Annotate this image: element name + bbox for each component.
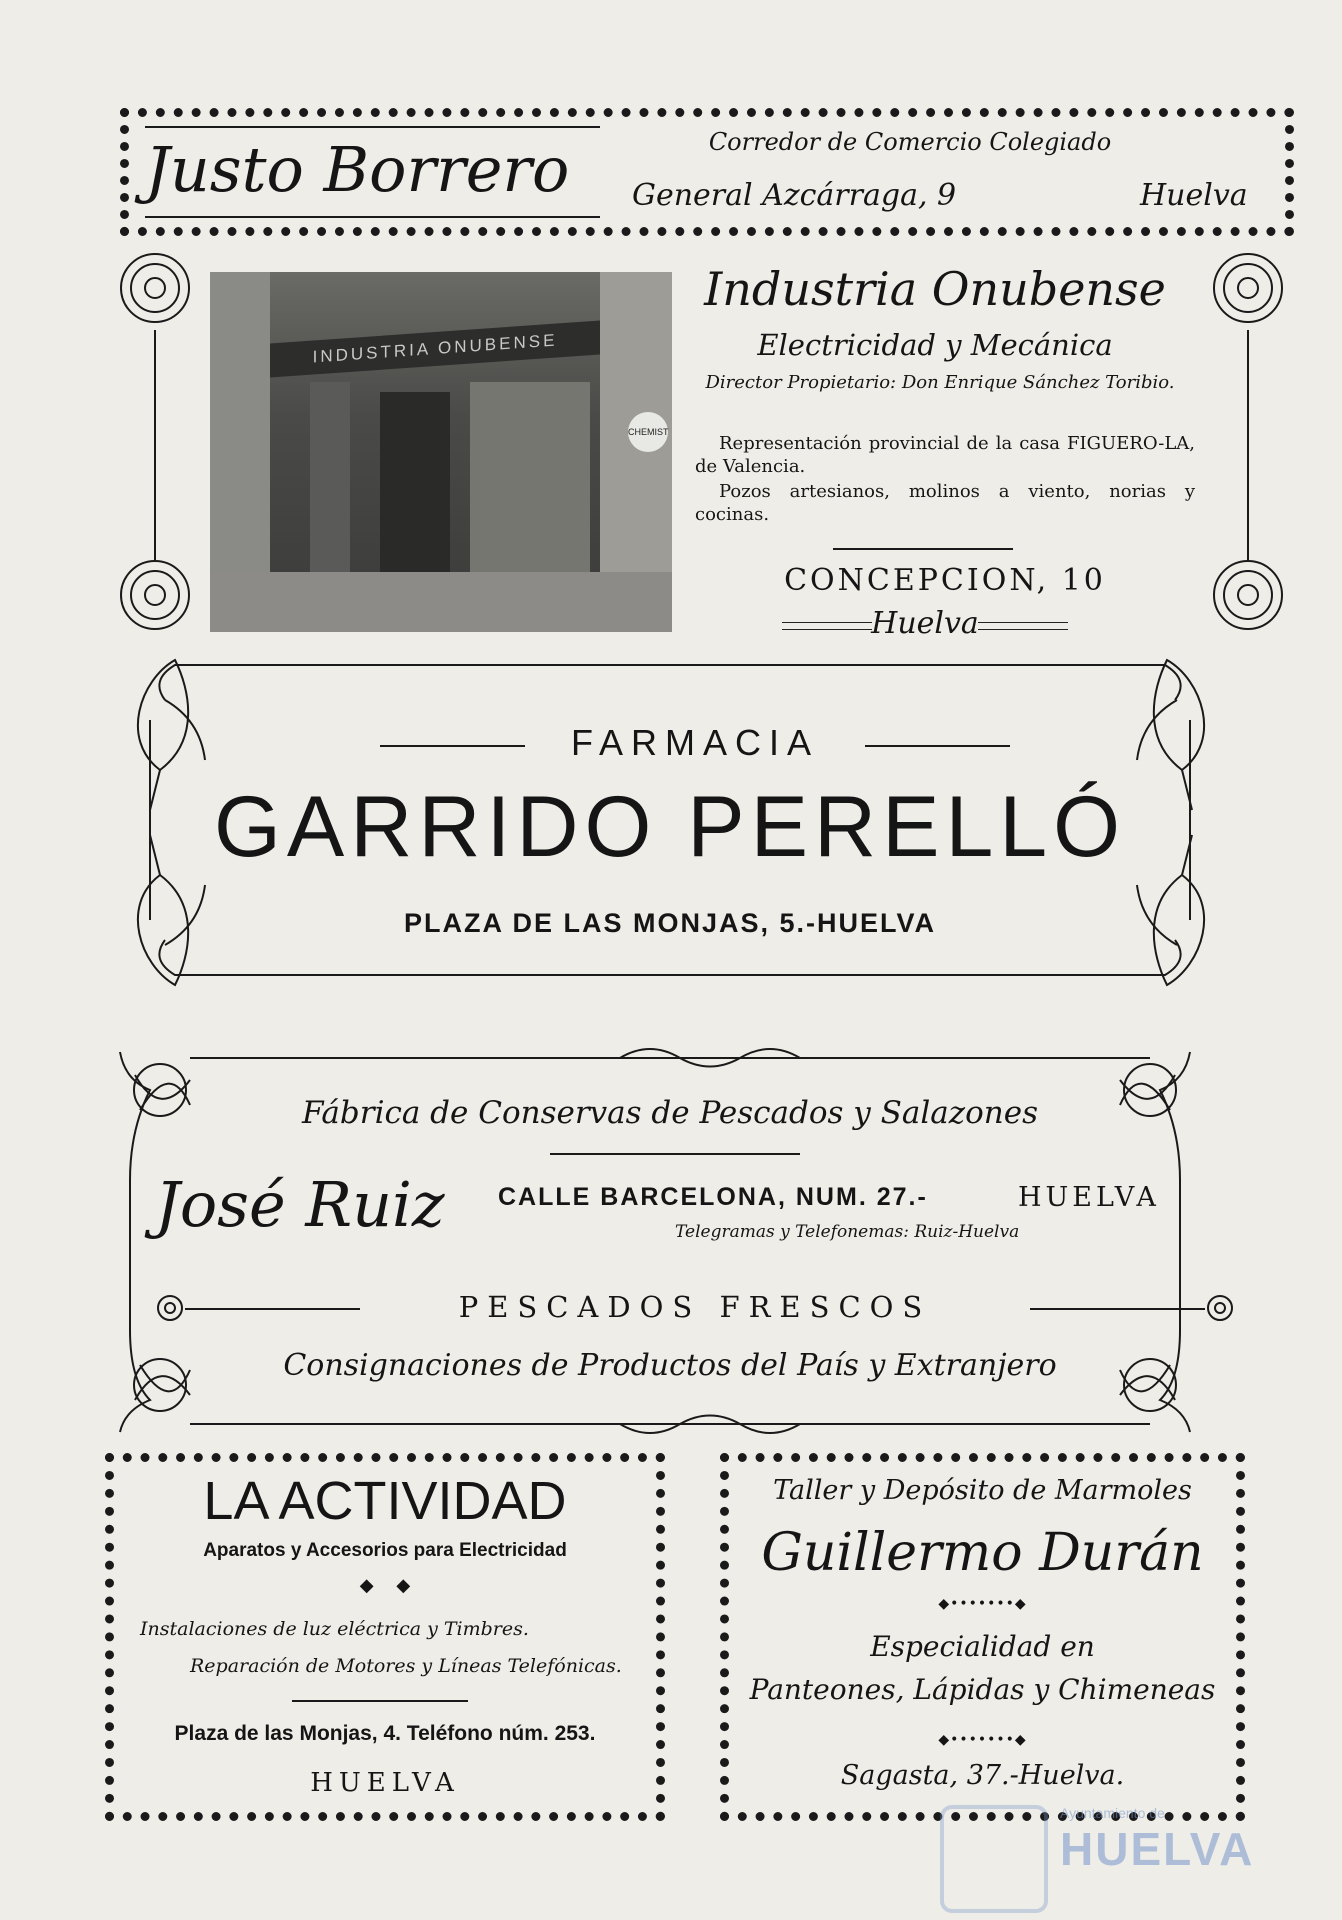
duran-address: Sagasta, 37.-Huelva.: [840, 1760, 1125, 1791]
onubense-title: Industria Onubense: [704, 262, 1166, 316]
borrero-address: General Azcárraga, 9: [632, 178, 957, 213]
ruiz-street: CALLE BARCELONA, NUM. 27.-: [498, 1183, 928, 1211]
ruiz-telegrams: Telegramas y Telefonemas: Ruiz-Huelva: [675, 1222, 1020, 1242]
divider: [833, 548, 1013, 550]
borrero-profession: Corredor de Comercio Colegiado: [708, 128, 1112, 156]
farmacia-kind: FARMACIA: [570, 722, 820, 763]
divider: [550, 1153, 800, 1155]
onubense-subtitle: Electricidad y Mecánica: [757, 328, 1113, 362]
photo-shop-sign: INDUSTRIA ONUBENSE: [270, 320, 600, 377]
duran-specialty: Especialidad en: [870, 1630, 1095, 1663]
divider: [865, 745, 1010, 747]
divider: [185, 1308, 360, 1310]
divider: [145, 216, 600, 218]
ruiz-consign: Consignaciones de Productos del País y Extranjero: [283, 1348, 1057, 1383]
actividad-subtitle: Aparatos y Accesorios para Electricidad: [203, 1540, 567, 1561]
photo-plate: CHEMIST: [628, 412, 668, 452]
ruiz-business: Fábrica de Conservas de Pescados y Salazones: [302, 1095, 1038, 1131]
diamond-icon: ◆•••••••◆: [938, 1596, 1027, 1612]
farmacia-address: PLAZA DE LAS MONJAS, 5.-HUELVA: [403, 908, 937, 938]
onubense-director: Director Propietario: Don Enrique Sánchez Toribio.: [705, 372, 1175, 393]
duran-items: Panteones, Lápidas y Chimeneas: [749, 1673, 1216, 1706]
divider: [782, 622, 872, 630]
actividad-address: Plaza de las Monjas, 4. Teléfono núm. 253.: [174, 1722, 596, 1745]
ruiz-city: HUELVA: [1018, 1182, 1160, 1213]
divider: [380, 745, 525, 747]
onubense-photo: [210, 272, 672, 632]
borrero-city: Huelva: [1140, 178, 1248, 213]
actividad-line2: Reparación de Motores y Líneas Telefónicas.: [190, 1655, 622, 1677]
onubense-city: Huelva: [871, 606, 979, 641]
farmacia-name: GARRIDO PERELLÓ: [214, 779, 1126, 875]
actividad-line1: Instalaciones de luz eléctrica y Timbres.: [140, 1618, 529, 1640]
divider: [1030, 1308, 1205, 1310]
ruiz-fresh: PESCADOS FRESCOS: [458, 1290, 932, 1324]
actividad-title: LA ACTIVIDAD: [203, 1471, 567, 1531]
watermark-small: Ayuntamiento de: [1060, 1805, 1165, 1821]
actividad-city: HUELVA: [310, 1768, 460, 1798]
diamond-icon: ◆•••••••◆: [938, 1732, 1027, 1748]
divider: [145, 126, 600, 128]
divider: [292, 1700, 468, 1702]
watermark-text: HUELVA: [1060, 1823, 1255, 1875]
city-shield-icon: [940, 1805, 1048, 1913]
diamond-icon: ◆ ◆: [359, 1575, 411, 1596]
onubense-para1: Representación provincial de la casa FIGUERO-LA, de Valencia.: [695, 433, 1195, 477]
onubense-para2: Pozos artesianos, molinos a viento, norias y cocinas.: [695, 481, 1195, 525]
duran-name: Guillermo Durán: [761, 1523, 1204, 1583]
ruiz-name: José Ruiz: [155, 1168, 445, 1241]
divider: [978, 622, 1068, 630]
onubense-address: CONCEPCION, 10: [784, 563, 1106, 598]
duran-business: Taller y Depósito de Marmoles: [773, 1475, 1192, 1506]
borrero-name: Justo Borrero: [145, 133, 570, 206]
